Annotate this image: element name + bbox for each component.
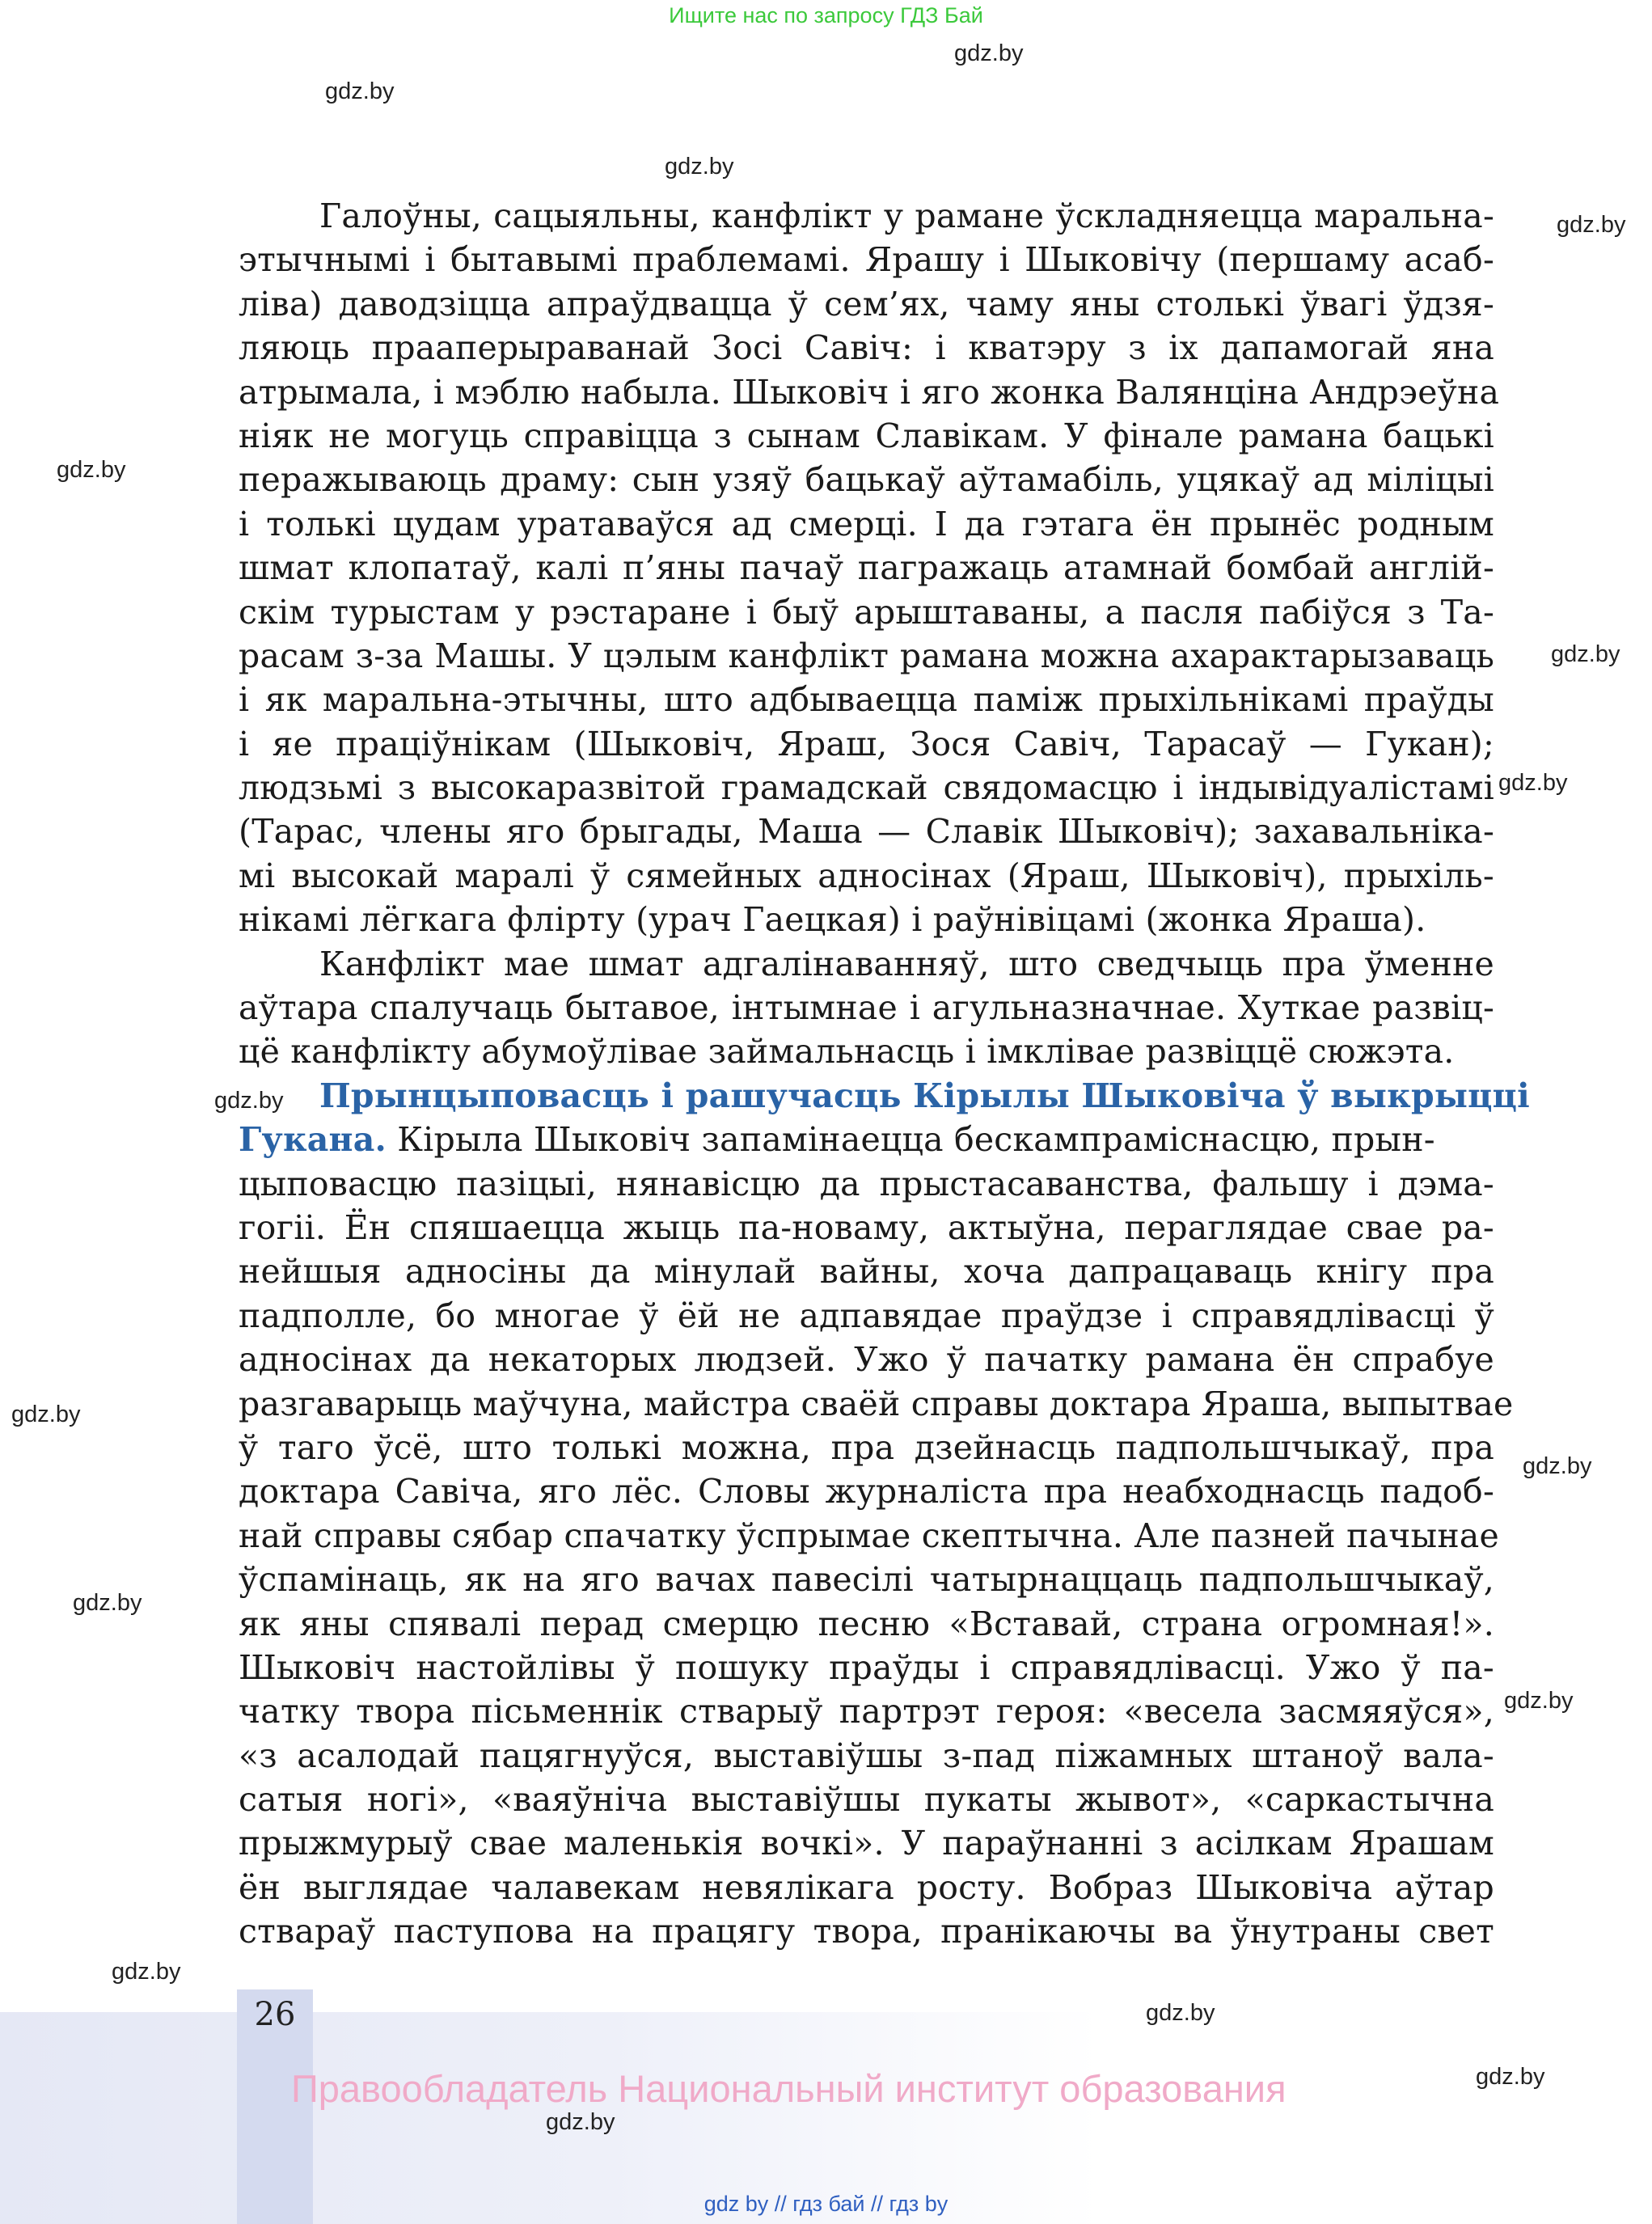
text-line: адносінах да некаторых людзей. Ужо ў пачатку рамана ён спрабуе <box>239 1340 1494 1380</box>
watermark: gdz.by <box>1498 770 1568 796</box>
body-text <box>239 194 1530 1954</box>
text-line: доктара Савіча, яго лёс. Словы журналіста пра неабходнасць падоб- <box>239 1472 1494 1512</box>
watermark: gdz.by <box>73 1590 142 1616</box>
text-line: прыжмурыў свае маленькія вочкі». У параўнанні з асілкам Ярашам <box>239 1824 1494 1863</box>
text-line: як яны спявалі перад смерцю песню «Вставай, страна огромная!». <box>239 1604 1494 1643</box>
text-line: ствараў паступова на працягу твора, пранікаючы ва ўнутраны свет <box>239 1912 1494 1951</box>
text-line: ліва) даводзіцца апраўдвацца ў сем’ях, чаму яны столькі ўвагі ўдзя- <box>239 284 1494 323</box>
text-line: нейшыя адносіны да мінулай вайны, хоча дапрацаваць кнігу пра <box>239 1252 1494 1292</box>
text-line: падполле, бо многае ў ёй не адпавядае праўдзе і справядлівасці ў <box>239 1296 1494 1335</box>
top-banner: Ищите нас по запросу ГДЗ Бай <box>669 3 983 27</box>
text-line: (Тарас, члены яго брыгады, Маша — Славік Шыковіч); захавальніка- <box>239 812 1494 852</box>
text-line: сатыя ногі», «ваяўніча выставіўшы пукаты жывот», «саркастычна <box>239 1780 1494 1820</box>
text-line: цё канфлікту абумоўлівае займальнасць і імклівае развіццё сюжэта. <box>239 1032 1455 1072</box>
text-line: этычнымі і бытавымі праблемамі. Ярашу і Шыковічу (першаму асаб- <box>239 240 1494 280</box>
watermark: gdz.by <box>1523 1453 1592 1479</box>
text-line <box>239 1118 1494 1161</box>
watermark: gdz.by <box>954 40 1024 66</box>
watermark: gdz.by <box>665 154 734 180</box>
watermark: gdz.by <box>1551 641 1620 667</box>
text-line: скім турыстам у рэстаране і быў арыштаваны, а пасля пабіўся з Та- <box>239 592 1494 632</box>
watermark: gdz.by <box>1476 2064 1545 2090</box>
text-line: най справы сябар спачатку ўспрымае скептычна. Але пазней пачынае <box>239 1516 1500 1555</box>
watermark: gdz.by <box>57 457 126 483</box>
text-line: і як маральна-этычны, што адбываецца паміж прыхільнікамі праўды <box>239 680 1494 720</box>
text-line: ўспамінаць, як на яго вачах павесілі чатырнаццаць падпольшчыкаў, <box>239 1560 1494 1600</box>
watermark: gdz.by <box>112 1959 181 1985</box>
text-line: разгаварыць маўчуна, майстра сваёй справы доктара Яраша, выпытвае <box>239 1384 1514 1423</box>
text-line: ён выглядае чалавекам невялікага росту. Вобраз Шыковіча аўтар <box>239 1867 1494 1907</box>
watermark: gdz.by <box>1557 212 1626 238</box>
watermark: gdz.by <box>546 2109 615 2135</box>
text-line: перажываюць драму: сын узяў бацькаў аўтамабіль, уцякаў ад міліцыі <box>239 460 1494 500</box>
text-line: ніяк не могуць справіцца з сынам Славікам. У фінале рамана бацькі <box>239 416 1494 455</box>
copyright-notice: Правообладатель Национальный институт образования <box>291 2067 1287 2110</box>
section-heading: Прынцыповасць і рашучасць Кірылы Шыковіча ў выкрыцці <box>319 1076 1530 1115</box>
text-line: атрымала, і мэблю набыла. Шыковіч і яго жонка Валянціна Андрэеўна <box>239 372 1500 412</box>
watermark: gdz.by <box>325 78 395 104</box>
watermark: gdz.by <box>11 1402 81 1427</box>
text-line: гогіі. Ён спяшаецца жыць па-новаму, актыўна, пераглядае свае ра- <box>239 1207 1494 1247</box>
watermark: gdz.by <box>1146 2000 1215 2026</box>
text-line: «з асалодай пацягнуўся, выставіўшы з-пад піжамных штаноў вала- <box>239 1736 1494 1775</box>
bottom-links[interactable]: gdz by // гдз бай // гдз by <box>703 2192 949 2216</box>
text-line: чатку твора пісьменнік стварыў партрэт героя: «весела засмяяўся», <box>239 1692 1494 1731</box>
section-heading-end: Гукана. <box>239 1120 387 1160</box>
text-line: мі высокай маралі ў сямейных адносінах (Яраш, Шыковіч), прыхіль- <box>239 856 1494 895</box>
text-line: шмат клопатаў, калі п’яны пачаў пагражаць атамнай бомбай англій- <box>239 548 1494 588</box>
watermark: gdz.by <box>214 1088 284 1114</box>
text-line: Канфлікт мае шмат адгалінаванняў, што сведчыць пра ўменне <box>319 944 1494 983</box>
text-line: ў таго ўсё, што толькі можна, пра дзейнасць падпольшчыкаў, пра <box>239 1427 1494 1467</box>
text-line: ляюць прааперыраванай Зосі Савіч: і кватэру з іх дапамогай яна <box>239 328 1494 368</box>
watermark: gdz.by <box>1504 1688 1574 1714</box>
text-run: Кірыла Шыковіч запамінаецца бескампраміснасцю, прын- <box>386 1120 1435 1160</box>
text-line: людзьмі з высокаразвітой грамадскай свядомасцю і індывідуалістамі <box>239 768 1494 808</box>
text-line: Шыковіч настойлівы ў пошуку праўды і справядлівасці. Ужо ў па- <box>239 1647 1494 1687</box>
text-line: Галоўны, сацыяльны, канфлікт у рамане ўскладняецца маральна- <box>319 197 1494 235</box>
page-number: 26 <box>254 1996 296 2033</box>
text-line: і толькі цудам уратаваўся ад смерці. І да гэтага ён прынёс родным <box>239 504 1494 543</box>
text-line: расам з-за Машы. У цэлым канфлікт рамана можна ахарактарызаваць <box>239 636 1494 675</box>
text-line: нікамі лёгкага флірту (урач Гаецкая) і раўнівіцамі (жонка Яраша). <box>239 900 1426 940</box>
text-line: аўтара спалучаць бытавое, інтымнае і агульназначнае. Хуткае развіц- <box>239 988 1494 1028</box>
text-line: цыповасцю пазіцыі, нянавісцю да прыстасаванства, фальшу і дэма- <box>239 1164 1494 1203</box>
text-line: і яе праціўнікам (Шыковіч, Яраш, Зося Савіч, Тарасаў — Гукан); <box>239 724 1494 763</box>
